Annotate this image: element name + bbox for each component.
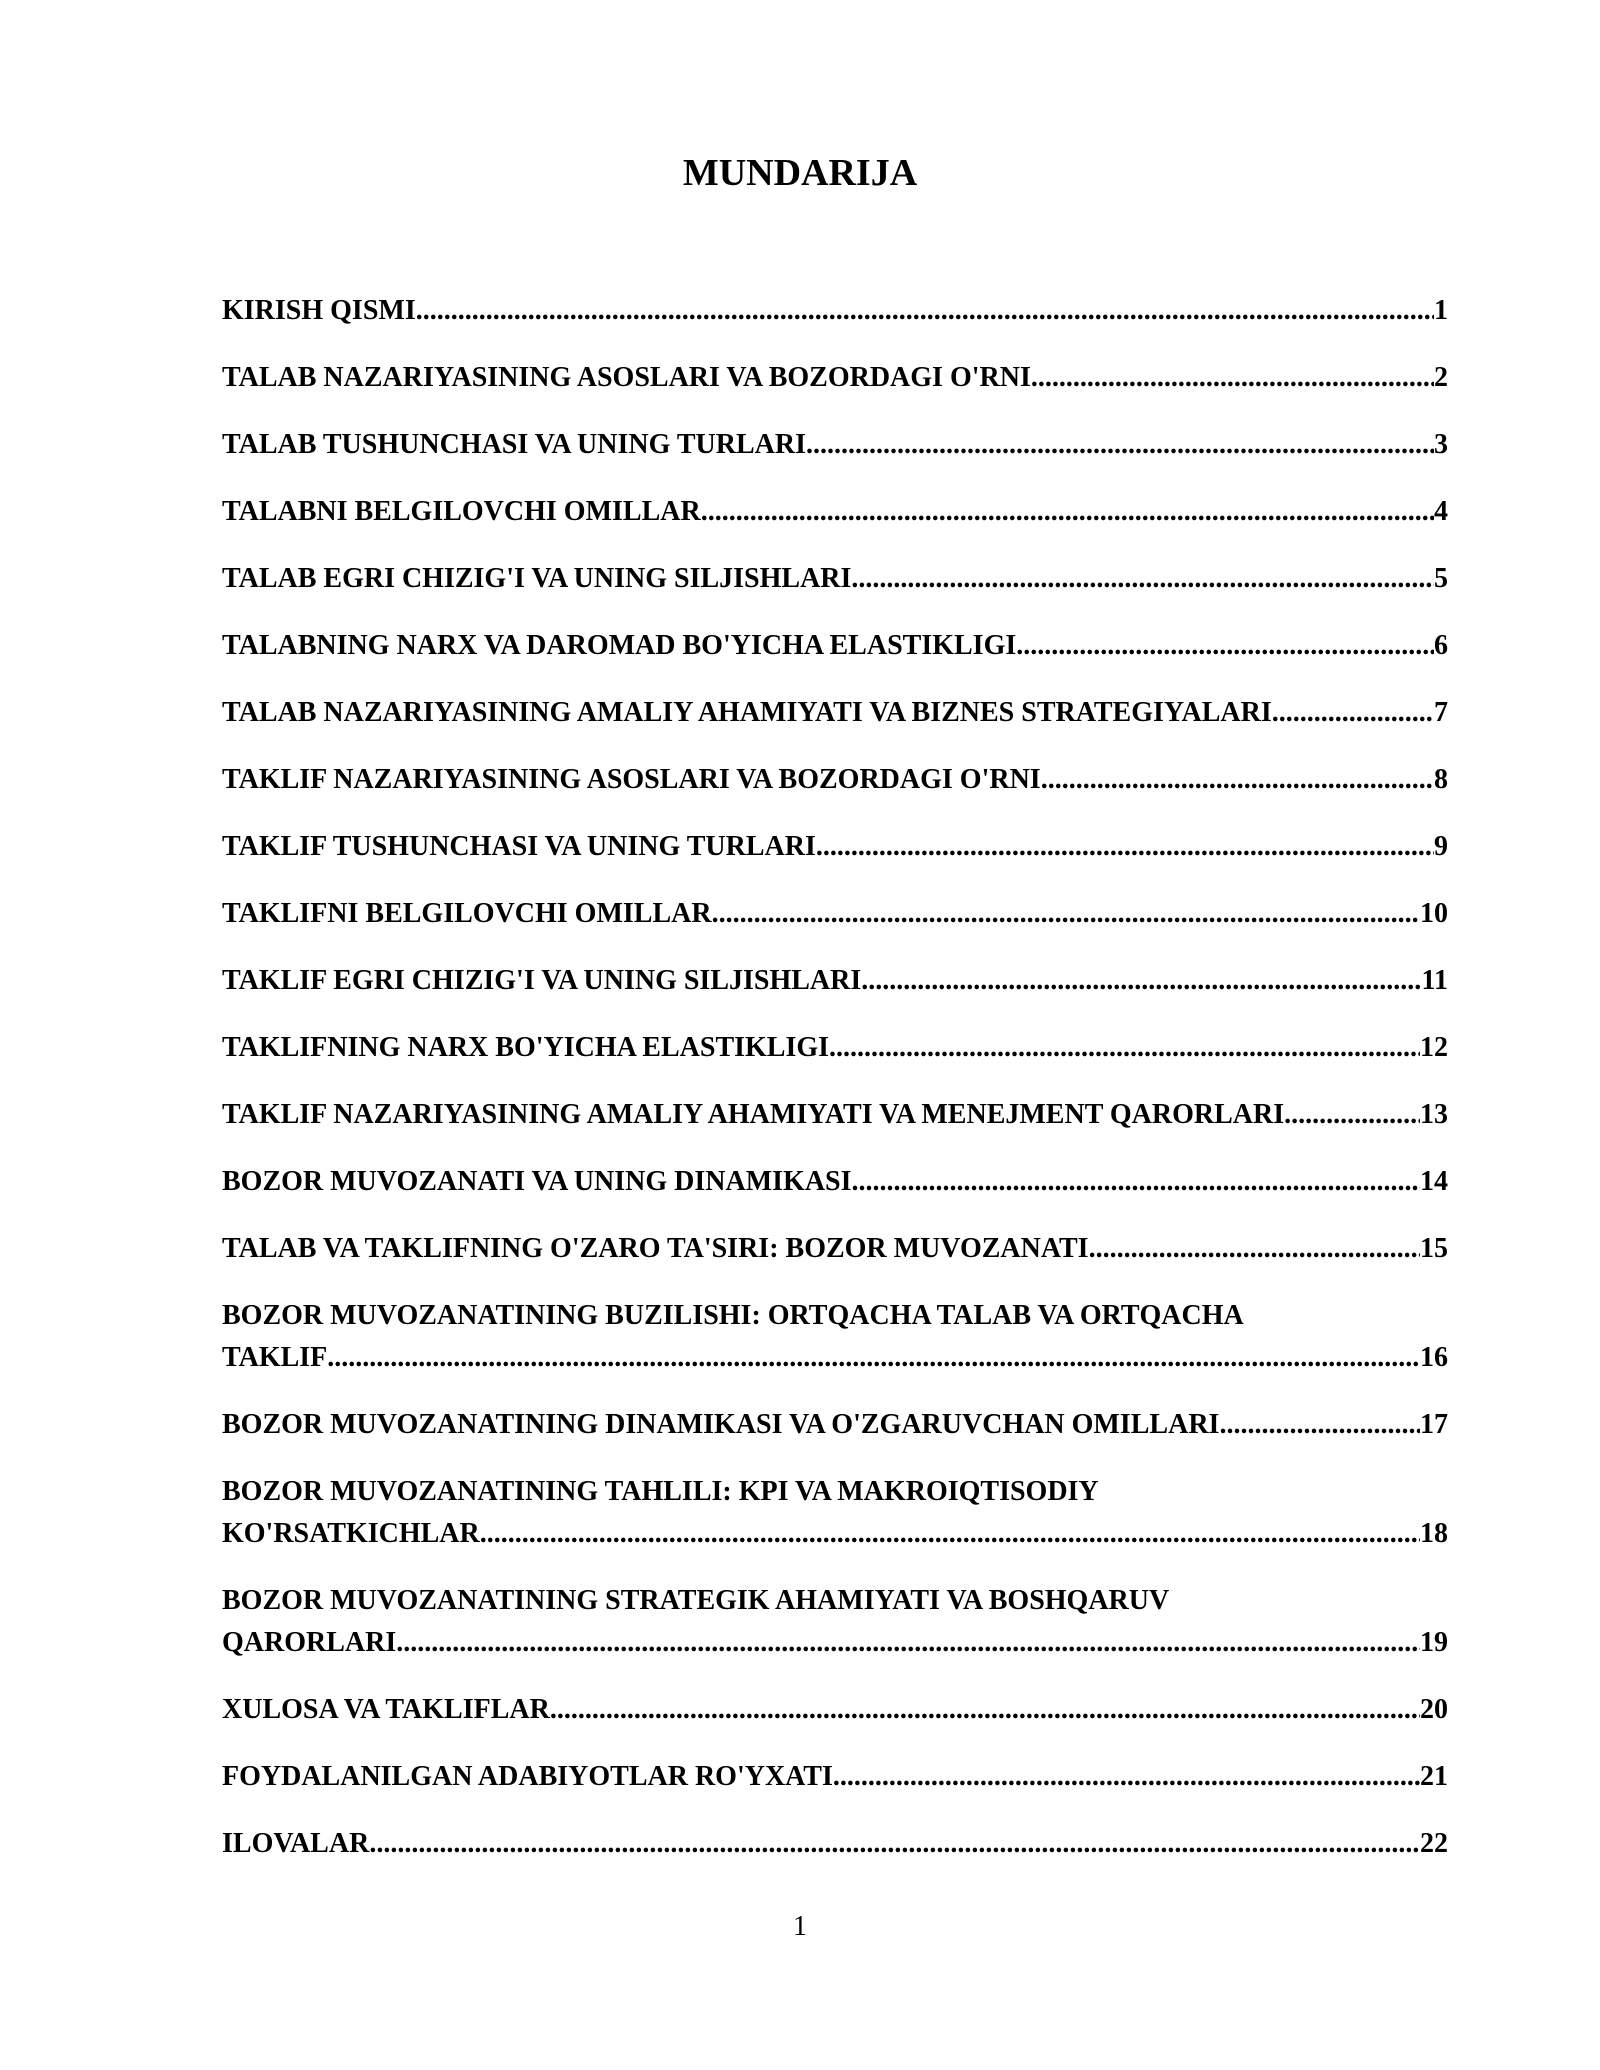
toc-entry-page: 2 [1434, 362, 1448, 393]
toc-entry[interactable] [222, 1689, 1448, 1731]
toc-entry-title: FOYDALANILGAN ADABIYOTLAR RO'YXATI [222, 1761, 833, 1792]
page-number: 1 [793, 1911, 807, 1942]
toc-entry-title: TALAB NAZARIYASINING ASOSLARI VA BOZORDAGI O'RNI [222, 362, 1031, 393]
toc-entry-title: TALABNING NARX VA DAROMAD BO'YICHA ELASTIKLIGI [222, 630, 1017, 661]
toc-entry[interactable] [222, 357, 1448, 399]
toc-entry-page: 6 [1434, 630, 1448, 661]
toc-entry-page: 11 [1421, 965, 1448, 996]
toc-entry-page: 15 [1420, 1233, 1448, 1264]
toc-entry-title: XULOSA VA TAKLIFLAR [222, 1694, 550, 1725]
toc-entry-title: TALAB TUSHUNCHASI VA UNING TURLARI [222, 429, 807, 460]
toc-entry-title: TALAB VA TAKLIFNING O'ZARO TA'SIRI: BOZOR MUVOZANATI [222, 1233, 1089, 1264]
toc-entry-page: 17 [1420, 1409, 1448, 1440]
toc-entry-title: BOZOR MUVOZANATINING DINAMIKASI VA O'ZGARUVCHAN OMILLARI [222, 1409, 1220, 1440]
toc-entry[interactable] [222, 1580, 1448, 1664]
toc-leader-dots [1219, 1404, 1420, 1446]
toc-entry[interactable] [222, 558, 1448, 600]
toc-entry[interactable] [222, 290, 1448, 332]
toc-entry-title: BOZOR MUVOZANATI VA UNING DINAMIKASI [222, 1166, 852, 1197]
toc-entry-title: TALAB NAZARIYASINING AMALIY AHAMIYATI VA BIZNES STRATEGIYALARI [222, 697, 1272, 728]
toc-entry-title: TAKLIFNING NARX BO'YICHA ELASTIKLIGI [222, 1032, 830, 1063]
toc-entry-page: 13 [1420, 1099, 1448, 1130]
toc-leader-dots [1089, 1228, 1420, 1270]
toc-leader-dots [369, 1823, 1420, 1865]
toc-entry[interactable] [222, 491, 1448, 533]
toc-entry-page: 20 [1420, 1694, 1448, 1725]
toc-leader-dots [1016, 625, 1434, 667]
page-title: MUNDARIJA [682, 152, 918, 194]
toc-leader-dots [861, 960, 1421, 1002]
toc-entry-page: 16 [1420, 1342, 1448, 1373]
toc-entry-title-line2: TAKLIF [222, 1342, 328, 1373]
toc-entry-title: TAKLIF TUSHUNCHASI VA UNING TURLARI [222, 831, 816, 862]
toc-entry[interactable] [222, 1228, 1448, 1270]
toc-leader-dots [852, 1161, 1420, 1203]
toc-entry-page: 7 [1434, 697, 1448, 728]
toc-entry-page: 19 [1420, 1627, 1448, 1658]
toc-entry-title-line2: QARORLARI [222, 1627, 397, 1658]
toc-leader-dots [833, 1756, 1420, 1798]
toc-entry[interactable] [222, 1404, 1448, 1446]
toc-leader-dots [1284, 1094, 1420, 1136]
toc-leader-dots [550, 1689, 1420, 1731]
toc-entry[interactable] [222, 1471, 1448, 1555]
toc-entry-page: 9 [1434, 831, 1448, 862]
toc-entry[interactable] [222, 759, 1448, 801]
toc-entry-title-line1: BOZOR MUVOZANATINING BUZILISHI: ORTQACHA TALAB VA ORTQACHA [222, 1300, 1244, 1331]
toc-entry-title: TALAB EGRI CHIZIG'I VA UNING SILJISHLARI [222, 563, 852, 594]
toc-entry-title: TAKLIF EGRI CHIZIG'I VA UNING SILJISHLARI [222, 965, 862, 996]
toc-entry-page: 4 [1434, 496, 1448, 527]
toc-entry[interactable] [222, 692, 1448, 734]
toc-leader-dots [829, 1027, 1420, 1069]
toc-leader-dots [327, 1337, 1420, 1379]
toc-entry-page: 3 [1434, 429, 1448, 460]
toc-entry-page: 1 [1434, 295, 1448, 326]
toc-entry-title-line2: KO'RSATKICHLAR [222, 1518, 480, 1549]
toc-entry-title: TALABNI BELGILOVCHI OMILLAR [222, 496, 701, 527]
toc-entry[interactable] [222, 1295, 1448, 1379]
toc-entry-title-line1: BOZOR MUVOZANATINING TAHLILI: KPI VA MAKROIQTISODIY [222, 1476, 1099, 1507]
toc-entry-page: 21 [1420, 1761, 1448, 1792]
toc-entry-title: ILOVALAR [222, 1828, 370, 1859]
toc-entry-page: 8 [1434, 764, 1448, 795]
toc-entry-title: TAKLIF NAZARIYASINING ASOSLARI VA BOZORDAGI O'RNI [222, 764, 1041, 795]
toc-leader-dots [712, 893, 1420, 935]
toc-entry-page: 18 [1420, 1518, 1448, 1549]
toc-entry[interactable] [222, 1027, 1448, 1069]
toc-entry[interactable] [222, 826, 1448, 868]
toc-leader-dots [480, 1513, 1420, 1555]
toc-entry-page: 14 [1420, 1166, 1448, 1197]
toc-entry[interactable] [222, 1161, 1448, 1203]
toc-entry[interactable] [222, 1094, 1448, 1136]
toc-entry-page: 5 [1434, 563, 1448, 594]
toc-entry[interactable] [222, 1756, 1448, 1798]
toc-entry-title: TAKLIF NAZARIYASINING AMALIY AHAMIYATI VA MENEJMENT QARORLARI [222, 1099, 1285, 1130]
toc-entry-page: 12 [1420, 1032, 1448, 1063]
toc-leader-dots [1272, 692, 1434, 734]
toc-entry[interactable] [222, 893, 1448, 935]
toc-leader-dots [1041, 759, 1434, 801]
toc-leader-dots [816, 826, 1434, 868]
toc-leader-dots [1031, 357, 1434, 399]
toc-entry-page: 22 [1420, 1828, 1448, 1859]
toc-leader-dots [396, 1622, 1420, 1664]
toc-entry-page: 10 [1420, 898, 1448, 929]
toc-entry-title: KIRISH QISMI [222, 295, 416, 326]
table-of-contents [222, 290, 1448, 1890]
toc-entry[interactable] [222, 424, 1448, 466]
toc-entry-title: TAKLIFNI BELGILOVCHI OMILLAR [222, 898, 712, 929]
toc-leader-dots [851, 558, 1434, 600]
toc-entry[interactable] [222, 960, 1448, 1002]
toc-leader-dots [416, 290, 1434, 332]
toc-entry-title-line1: BOZOR MUVOZANATINING STRATEGIK AHAMIYATI VA BOSHQARUV [222, 1585, 1170, 1616]
toc-leader-dots [806, 424, 1434, 466]
toc-entry[interactable] [222, 625, 1448, 667]
toc-leader-dots [701, 491, 1434, 533]
toc-entry[interactable] [222, 1823, 1448, 1865]
